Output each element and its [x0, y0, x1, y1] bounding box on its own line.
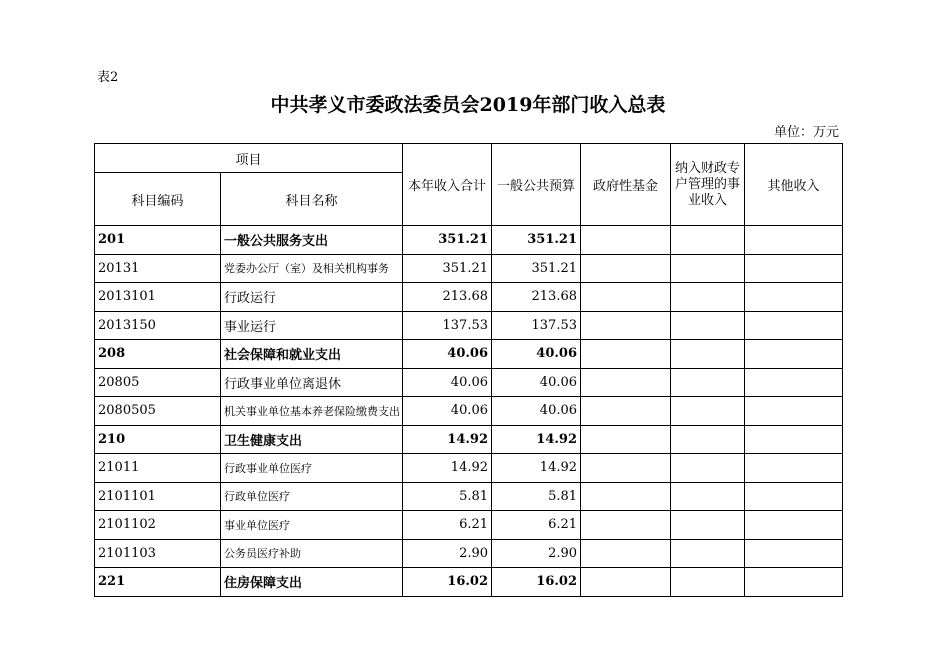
income-summary-table — [94, 143, 843, 597]
cell-general-budget: 213.68 — [492, 283, 581, 312]
cell-total: 16.02 — [403, 568, 492, 597]
table-row — [95, 311, 843, 340]
table-row — [95, 539, 843, 568]
cell-name: 事业单位医疗 — [221, 511, 403, 540]
cell-gov-fund — [581, 511, 671, 540]
cell-name: 公务员医疗补助 — [221, 539, 403, 568]
table-row — [95, 368, 843, 397]
cell-general-budget: 40.06 — [492, 397, 581, 426]
cell-other — [745, 226, 843, 255]
cell-gov-fund — [581, 340, 671, 369]
cell-fiscal-special — [671, 226, 745, 255]
cell-name: 行政事业单位医疗 — [221, 454, 403, 483]
table-body — [95, 226, 843, 597]
cell-code: 2013101 — [95, 283, 221, 312]
table-row — [95, 425, 843, 454]
cell-other — [745, 425, 843, 454]
cell-other — [745, 539, 843, 568]
cell-code: 20805 — [95, 368, 221, 397]
cell-general-budget: 40.06 — [492, 368, 581, 397]
cell-general-budget: 5.81 — [492, 482, 581, 511]
cell-other — [745, 482, 843, 511]
cell-other — [745, 568, 843, 597]
cell-name: 行政事业单位离退休 — [221, 368, 403, 397]
table-row — [95, 568, 843, 597]
cell-general-budget: 351.21 — [492, 226, 581, 255]
cell-code: 2101103 — [95, 539, 221, 568]
cell-general-budget: 16.02 — [492, 568, 581, 597]
cell-fiscal-special — [671, 511, 745, 540]
cell-gov-fund — [581, 311, 671, 340]
header-fiscal-special: 纳入财政专户管理的事业收入 — [671, 144, 745, 226]
cell-code: 2101102 — [95, 511, 221, 540]
cell-code: 20131 — [95, 254, 221, 283]
cell-code: 21011 — [95, 454, 221, 483]
cell-gov-fund — [581, 368, 671, 397]
cell-name: 卫生健康支出 — [221, 425, 403, 454]
cell-name: 行政单位医疗 — [221, 482, 403, 511]
cell-gov-fund — [581, 254, 671, 283]
cell-other — [745, 368, 843, 397]
cell-general-budget: 351.21 — [492, 254, 581, 283]
cell-fiscal-special — [671, 311, 745, 340]
cell-general-budget: 6.21 — [492, 511, 581, 540]
cell-gov-fund — [581, 397, 671, 426]
cell-total: 137.53 — [403, 311, 492, 340]
cell-other — [745, 283, 843, 312]
cell-other — [745, 511, 843, 540]
cell-code: 208 — [95, 340, 221, 369]
cell-fiscal-special — [671, 397, 745, 426]
cell-fiscal-special — [671, 340, 745, 369]
cell-code: 210 — [95, 425, 221, 454]
table-row — [95, 254, 843, 283]
cell-total: 40.06 — [403, 340, 492, 369]
header-other: 其他收入 — [745, 144, 843, 226]
cell-total: 14.92 — [403, 425, 492, 454]
cell-fiscal-special — [671, 283, 745, 312]
cell-name: 机关事业单位基本养老保险缴费支出 — [221, 397, 403, 426]
header-project: 项目 — [95, 144, 403, 173]
cell-fiscal-special — [671, 454, 745, 483]
page-title: 中共孝义市委政法委员会2019年部门收入总表 — [270, 94, 666, 116]
header-general-budget: 一般公共预算 — [492, 144, 581, 226]
cell-code: 2080505 — [95, 397, 221, 426]
cell-name: 社会保障和就业支出 — [221, 340, 403, 369]
cell-code: 2013150 — [95, 311, 221, 340]
cell-general-budget: 14.92 — [492, 454, 581, 483]
cell-general-budget: 137.53 — [492, 311, 581, 340]
cell-total: 40.06 — [403, 368, 492, 397]
header-gov-fund: 政府性基金 — [581, 144, 671, 226]
cell-gov-fund — [581, 425, 671, 454]
cell-other — [745, 397, 843, 426]
cell-total: 2.90 — [403, 539, 492, 568]
cell-gov-fund — [581, 283, 671, 312]
cell-fiscal-special — [671, 539, 745, 568]
cell-other — [745, 454, 843, 483]
cell-fiscal-special — [671, 568, 745, 597]
cell-other — [745, 311, 843, 340]
cell-name: 一般公共服务支出 — [221, 226, 403, 255]
cell-name: 住房保障支出 — [221, 568, 403, 597]
cell-fiscal-special — [671, 425, 745, 454]
cell-gov-fund — [581, 539, 671, 568]
cell-gov-fund — [581, 482, 671, 511]
cell-gov-fund — [581, 226, 671, 255]
cell-other — [745, 254, 843, 283]
table-label: 表2 — [97, 70, 119, 85]
table-row — [95, 283, 843, 312]
cell-total: 6.21 — [403, 511, 492, 540]
cell-gov-fund — [581, 568, 671, 597]
header-code: 科目编码 — [95, 173, 221, 226]
table-row — [95, 397, 843, 426]
cell-fiscal-special — [671, 482, 745, 511]
cell-fiscal-special — [671, 254, 745, 283]
table-row — [95, 226, 843, 255]
unit-label: 单位：万元 — [773, 125, 839, 140]
cell-general-budget: 2.90 — [492, 539, 581, 568]
cell-code: 201 — [95, 226, 221, 255]
cell-general-budget: 40.06 — [492, 340, 581, 369]
cell-total: 351.21 — [403, 226, 492, 255]
cell-gov-fund — [581, 454, 671, 483]
table-row — [95, 454, 843, 483]
table-row — [95, 482, 843, 511]
cell-other — [745, 340, 843, 369]
header-total: 本年收入合计 — [403, 144, 492, 226]
cell-total: 14.92 — [403, 454, 492, 483]
cell-total: 351.21 — [403, 254, 492, 283]
table-row — [95, 340, 843, 369]
table-row — [95, 511, 843, 540]
cell-fiscal-special — [671, 368, 745, 397]
cell-name: 事业运行 — [221, 311, 403, 340]
cell-code: 221 — [95, 568, 221, 597]
cell-name: 行政运行 — [221, 283, 403, 312]
header-name: 科目名称 — [221, 173, 403, 226]
cell-general-budget: 14.92 — [492, 425, 581, 454]
cell-name: 党委办公厅（室）及相关机构事务 — [221, 254, 403, 283]
cell-code: 2101101 — [95, 482, 221, 511]
cell-total: 40.06 — [403, 397, 492, 426]
cell-total: 213.68 — [403, 283, 492, 312]
cell-total: 5.81 — [403, 482, 492, 511]
